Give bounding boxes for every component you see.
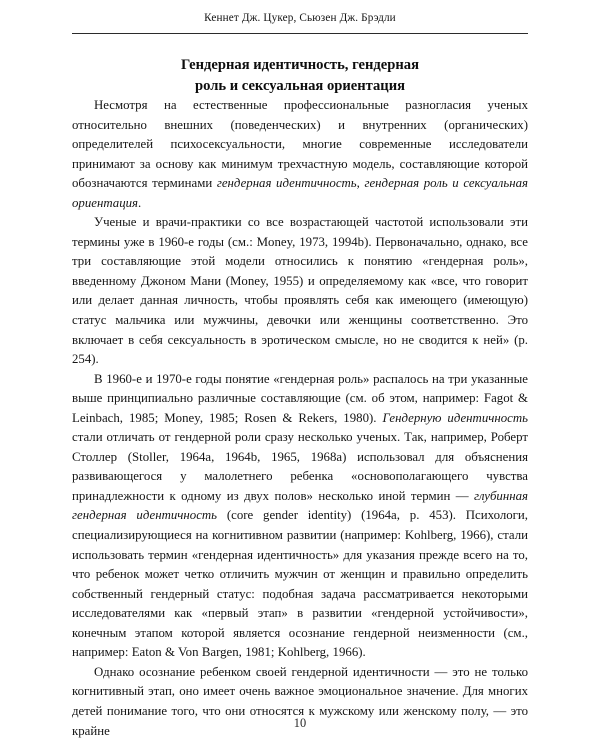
- chapter-title-line-2: роль и сексуальная ориентация: [194, 77, 406, 94]
- paragraph-1-text-part-1: Несмотря на естественные профессиональные разногласия ученых относительно внешних (поведенческих) и внутренних (органических) определителей психосексуальности, многие современные исследователи принимают за основу как минимум трехчастную модель, составляющие которой обозначаются терминами: [72, 98, 528, 191]
- paragraph-1-text-part-2: .: [138, 195, 142, 210]
- paragraph-3: [72, 370, 528, 663]
- paragraph-1: [72, 96, 528, 213]
- paragraph-2: Ученые и врачи-практики со все возрастающей частотой использовали эти термины уже в 1960-е годы (см.: Money, 1973, 1994b). Первоначально, однако, все три составляющие этой модели относились к понятию «гендерная роль», введенному Джоном Мани (Money, 1955) и определяемому как «все, что говорит или делает данная личность, чтобы проявлять себя как имеющего (имеющую) статус мальчика или мужчины, девочки или женщины соответственно. Это включает в себя сексуальность в эротическом смысле, но не сводится к ней» (p. 254).: [72, 215, 528, 367]
- paragraph-3-text-part-2: стали отличать от гендерной роли сразу несколько ученых. Так, например, Роберт Столлер (Stoller, 1964a, 1964b, 1965, 1968a) использовал для объяснения развивающегося у малолетнего ребенка «основополагающего чувства принадлежности к одному из двух полов» несколько иной термин —: [72, 430, 528, 503]
- running-head: Кеннет Дж. Цукер, Сьюзен Дж. Брэдли: [204, 12, 396, 24]
- body-text-column: [72, 96, 528, 741]
- paragraph-4: Однако осознание ребенком своей гендерной идентичности — это не только когнитивный этап, оно имеет очень важное эмоциональное значение. Для многих детей понимание того, что они относятся к мужскому или женскому полу, — это крайне: [72, 664, 528, 738]
- chapter-title-line-1: Гендерная идентичность, гендерная: [180, 56, 420, 73]
- paragraph-3-italic-term-2: глубинная гендерная идентичность: [72, 488, 528, 523]
- paragraph-3-text-part-3: (core gender identity) (1964a, p. 453). Психологи, специализирующиеся на когнитивном развитии (например: Kohlberg, 1966), стали использовать термин «гендерная идентичность» для указания прежде всего на то, что ребенок может четко отличить мужчин от женщин и правильно определить собственный гендерный статус: подобная задача рассматривается некоторыми исследователями как «первый этап» в развитии «гендерной устойчивости», конечным этапом которой является осознание гендерной неизменности (см., например: Eaton & Von Bargen, 1981; Kohlberg, 1966).: [72, 508, 528, 660]
- chapter-title: [72, 55, 528, 97]
- header-rule: [72, 33, 528, 34]
- paragraph-1-italic-terms: гендерная идентичность, гендерная роль и сексуальная ориентация: [72, 176, 529, 210]
- paragraph-3-italic-term-1: Гендерную идентичность: [382, 410, 528, 425]
- paragraph-3-text-part-1: В 1960-е и 1970-е годы понятие «гендерная роль» распалось на три указанные выше принципиально различные составляющие (см. об этом, например: Fagot & Leinbach, 1985; Money, 1985; Rosen & Rekers, 1980).: [72, 371, 528, 425]
- page-number: 10: [293, 716, 307, 730]
